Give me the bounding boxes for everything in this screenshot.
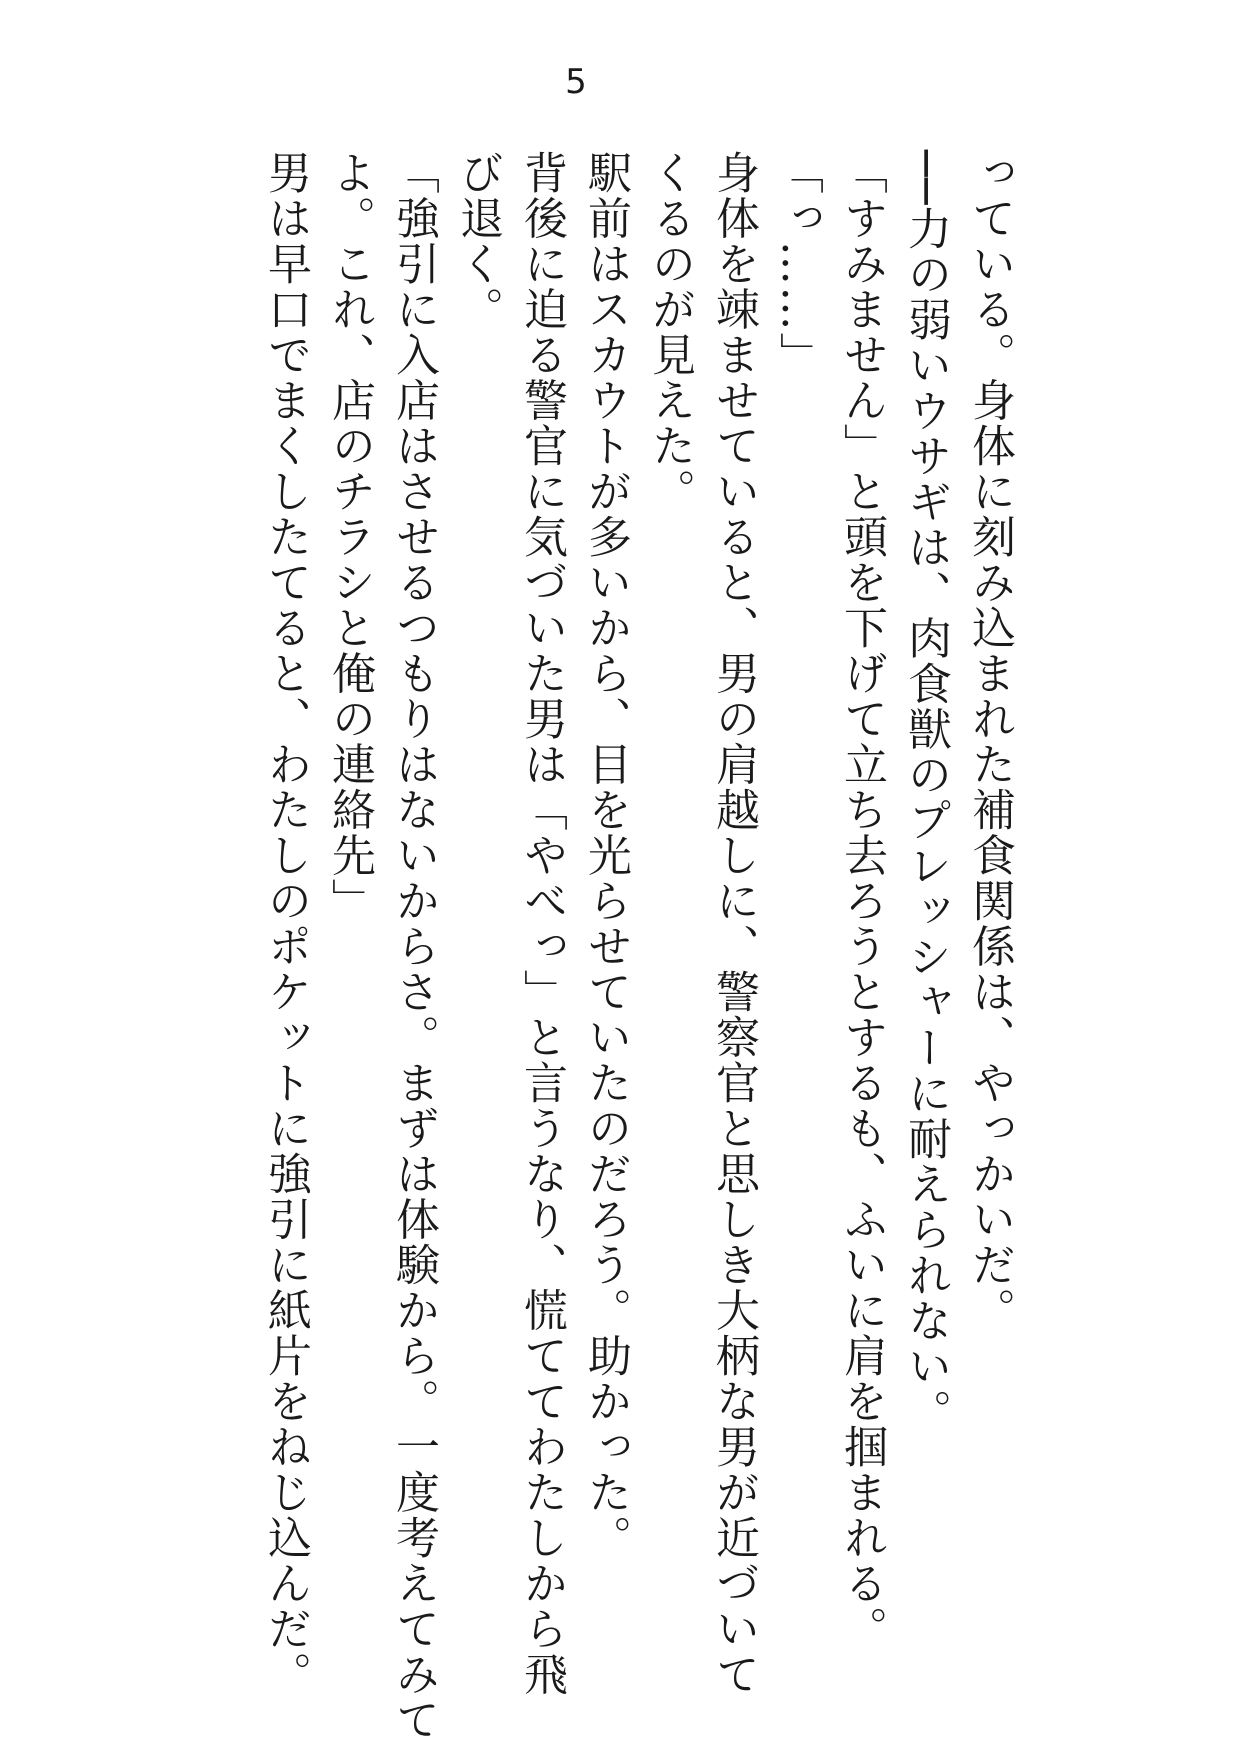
text-line: ──力の弱いウサギは、肉食獣のプレッシャーに耐えられない。 (900, 150, 951, 1435)
vertical-text-body (253, 150, 1021, 1743)
text-line: 男は早口でまくしたてると、わたしのポケットに強引に紙片をねじ込んだ。 (260, 150, 311, 1697)
text-line: び退く。 (452, 150, 503, 332)
text-line: っている。身体に刻み込まれた補食関係は、やっかいだ。 (964, 150, 1015, 1333)
text-line: 駅前はスカウトが多いから、目を光らせていたのだろう。助かった。 (580, 150, 631, 1561)
text-line: 「強引に入店はさせるつもりはないからさ。まずは体験から。一度考えてみて (388, 150, 439, 1743)
text-line: くるのが見えた。 (644, 150, 695, 514)
page-number: 5 (565, 62, 587, 102)
text-line: 「すみません」と頭を下げて立ち去ろうとするも、ふいに肩を掴まれる。 (836, 150, 887, 1652)
text-line: 「っ……」 (772, 150, 823, 378)
text-line: よ。これ、店のチラシと俺の連絡先」 (324, 150, 375, 924)
text-line: 身体を竦ませていると、男の肩越しに、警察官と思しき大柄な男が近づいて (708, 150, 759, 1697)
text-line: 背後に迫る警官に気づいた男は「やべっ」と言うなり、慌ててわたしから飛 (516, 150, 567, 1697)
